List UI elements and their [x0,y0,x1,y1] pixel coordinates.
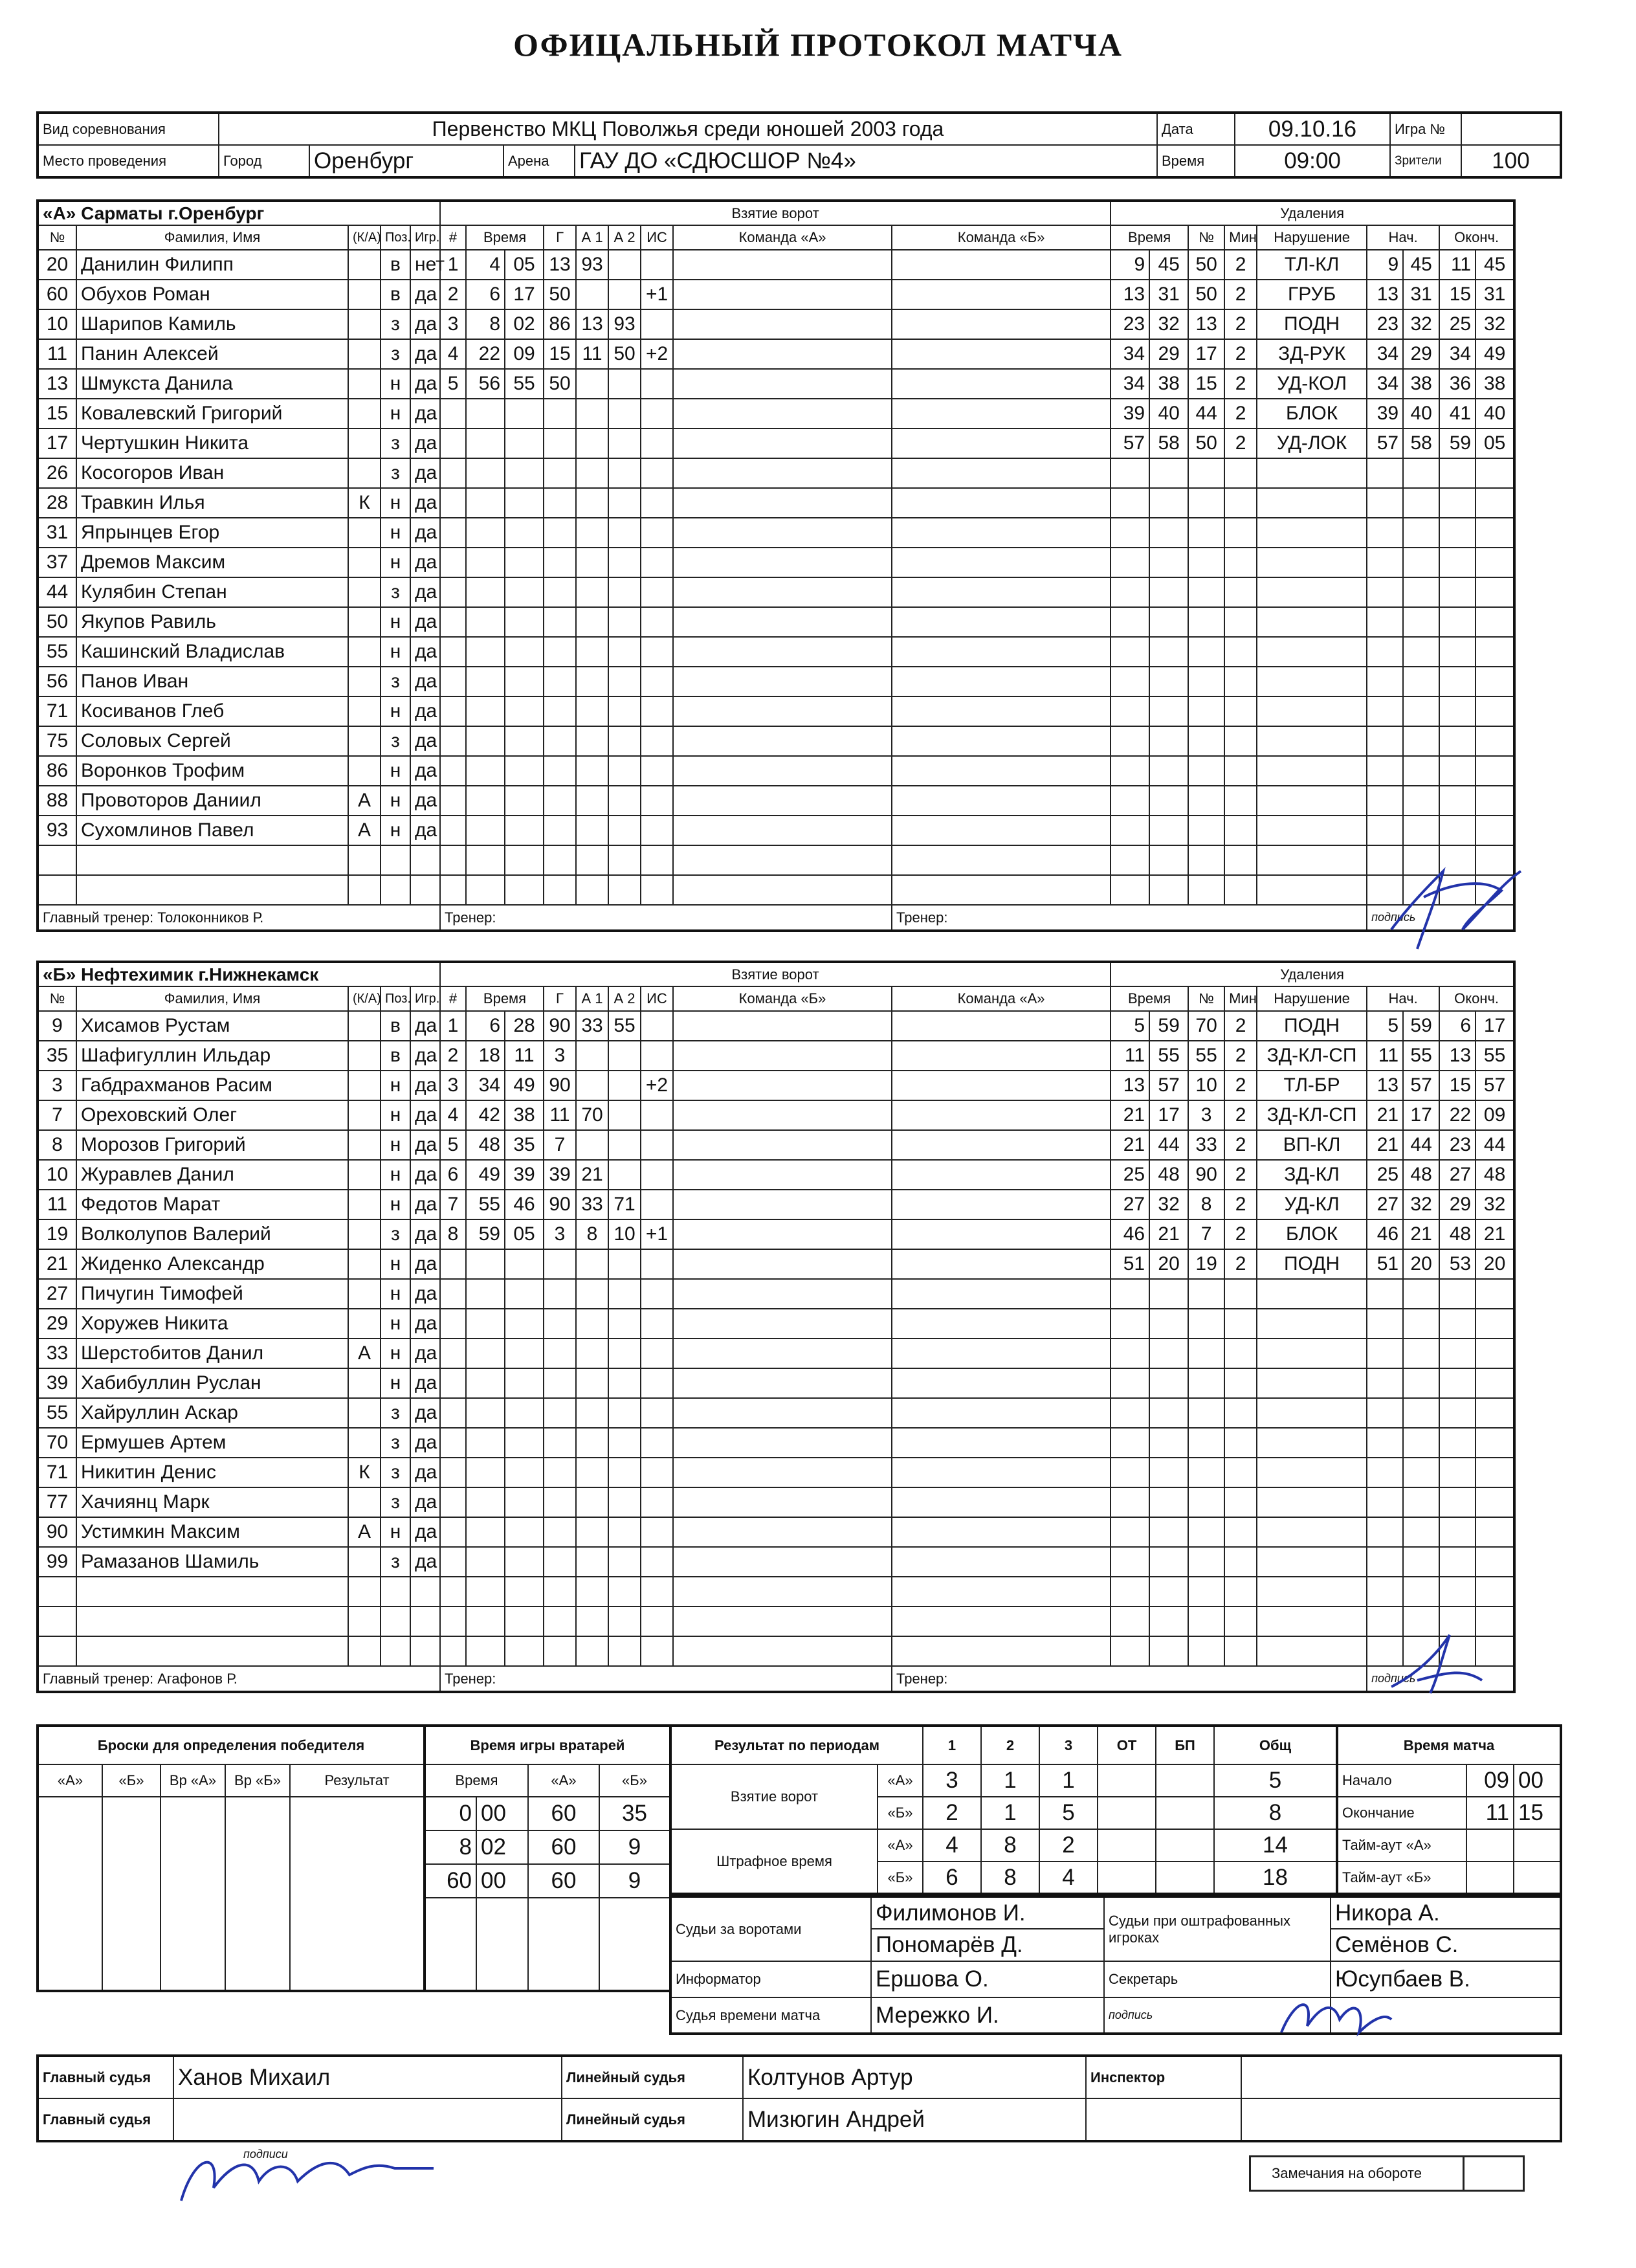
competition: Первенство МКЦ Поволжья среди юношей 2003 года [219,113,1157,145]
col-num: № [38,986,76,1011]
gk-title: Время игры вратарей [425,1726,670,1764]
player-row: 75 Соловых Сергей з да [38,726,1514,756]
player-row: 19 Волколупов Валерий з да 8 59 05 3 8 10 +1 46 21 7 2 БЛОК 46 21 48 21 [38,1219,1514,1249]
match-time-table: Время матча Начало 09 00 Окончание 11 15 Тайм-аут «А» Тайм-аут «Б» [1336,1724,1562,1895]
player-row: 26 Косогоров Иван з да [38,458,1514,488]
player-row: 88 Провоторов Даниил А н да [38,786,1514,816]
pim-label: Штрафное время [670,1829,878,1894]
col-play: Игр. [410,225,440,250]
gk-a-label: «А» [528,1764,599,1797]
player-row: 15 Ковалевский Григорий н да 39 40 44 2 БЛОК 39 40 41 40 [38,399,1514,428]
player-row: 27 Пичугин Тимофей н да [38,1279,1514,1309]
res-title: Результат по периодам [670,1726,923,1764]
col-is: ИС [641,986,673,1011]
p1-label: 1 [923,1726,981,1764]
player-row: 71 Косиванов Глеб н да [38,696,1514,726]
coach-label: Тренер: [440,1666,892,1692]
officials-table [669,1895,1562,2035]
pim-total-a: 14 [1214,1829,1337,1862]
timekeeper: Мережко И. [871,1997,1104,2034]
player-row: 9 Хисамов Рустам в да 1 6 28 90 33 55 5 59 70 2 ПОДН 5 59 6 17 [38,1011,1514,1041]
player-row: 33 Шерстобитов Данил А н да [38,1339,1514,1368]
col-pvio: Нарушение [1257,986,1367,1011]
gk-b-label: «Б» [599,1764,670,1797]
player-row: 50 Якупов Равиль н да [38,607,1514,637]
game-number [1461,113,1561,145]
bp-label: БП [1156,1726,1214,1764]
start-label: Начало [1337,1764,1466,1797]
linesman-1: Колтунов Артур [743,2056,1086,2098]
penalties-header: Удаления [1111,962,1514,986]
p3-label: 3 [1039,1726,1098,1764]
shootout-title: Броски для определения победителя [38,1726,425,1764]
gk-row: 60 00 60 9 [425,1864,670,1898]
col-pend: Оконч. [1439,225,1514,250]
date-label: Дата [1157,113,1235,145]
pa-team: «А» [878,1829,923,1862]
goals-total-b: 8 [1214,1797,1337,1829]
player-row: 55 Кашинский Владислав н да [38,637,1514,667]
gk-row: 0 00 60 35 [425,1797,670,1830]
player-row: 60 Обухов Роман в да 2 6 17 50 +1 13 31 50 2 ГРУБ 13 31 15 31 [38,280,1514,309]
col-g: Г [544,986,576,1011]
col-num: № [38,225,76,250]
spectators-label: Зрители [1390,145,1461,177]
p2-label: 2 [981,1726,1039,1764]
signature-referee [162,2129,453,2220]
goal-judges-label: Судьи за воротами [670,1896,871,1961]
head-coach-label: Главный тренер: [43,1670,154,1687]
player-row: 17 Чертушкин Никита з да 57 58 50 2 УД-ЛОК 57 58 59 05 [38,428,1514,458]
col-play: Игр. [410,986,440,1011]
venue-label: Место проведения [38,145,219,177]
head-coach: Агафонов Р. [157,1670,238,1687]
player-row: 21 Жиденко Александр н да 51 20 19 2 ПОДН 51 20 53 20 [38,1249,1514,1279]
player-row: 20 Данилин Филипп в нет 1 4 05 13 93 9 45 50 2 ТЛ-КЛ 9 45 11 45 [38,250,1514,280]
team-b-section [36,961,1516,1693]
secretary-label: Секретарь [1104,1961,1331,1997]
col-gtime: Время [466,225,544,250]
col-pnum: № [1188,986,1224,1011]
col-g: Г [544,225,576,250]
col-name: Фамилия, Имя [76,225,348,250]
gk-row: 8 02 60 9 [425,1830,670,1864]
penalties-header: Удаления [1111,201,1514,225]
goals-label: Взятие ворот [670,1764,878,1829]
linesman-2: Мизюгин Андрей [743,2098,1086,2141]
inspector-label: Инспектор [1086,2056,1241,2098]
refs-sign-label: подписи [243,2148,288,2161]
col-gnum: # [440,225,466,250]
so-b: «Б» [102,1764,160,1797]
player-row: 86 Воронков Трофим н да [38,756,1514,786]
informer-label: Информатор [670,1961,871,1997]
player-row: 10 Шарипов Камиль з да 3 8 02 86 13 93 23 32 13 2 ПОДН 23 32 25 32 [38,309,1514,339]
player-row: 11 Федотов Марат н да 7 55 46 90 33 71 27 32 8 2 УД-КЛ 27 32 29 32 [38,1190,1514,1219]
head-coach-label: Главный тренер: [43,909,154,926]
team-title: «А» Сарматы г.Оренбург [38,201,440,225]
main-ref-1: Ханов Михаил [173,2056,562,2098]
player-row: 90 Устимкин Максим А н да [38,1517,1514,1547]
col-pmin: Мин [1224,986,1257,1011]
player-row: 71 Никитин Денис К з да [38,1458,1514,1487]
player-row: 99 Рамазанов Шамиль з да [38,1547,1514,1577]
col-pstart: Нач. [1367,986,1439,1011]
informer: Ершова О. [871,1961,1104,1997]
period-results-table: Результат по периодам 1 2 3 ОТ БП Общ Взятие ворот «А» 3 1 1 5 «Б» 2 1 5 8 Штрафное время «А» 4 8 2 14 «Б» 6 8 4 18 [669,1724,1338,1895]
gk-time-label: Время [425,1764,528,1797]
arena-label: Арена [503,145,575,177]
team-title: «Б» Нефтехимик г.Нижнекамск [38,962,440,986]
spectators: 100 [1461,145,1561,177]
shootout-table [36,1724,426,1992]
timeout-b-label: Тайм-аут «Б» [1337,1862,1466,1894]
col-ptime: Время [1111,986,1188,1011]
col-a1: А 1 [576,986,608,1011]
signature-team-b [1378,1629,1508,1706]
col-pos: Поз. [381,986,410,1011]
date: 09.10.16 [1235,113,1390,145]
goals-total-a: 5 [1214,1764,1337,1797]
pb-team: «Б» [878,1862,923,1894]
player-row [38,875,1514,905]
coach-label: Тренер: [440,905,892,931]
player-row [38,1636,1514,1666]
col-pend: Оконч. [1439,986,1514,1011]
comp-label: Вид соревнования [38,113,219,145]
player-row [38,1577,1514,1606]
linesman-2-label: Линейный судья [562,2098,743,2141]
player-row: 13 Шмукста Данила н да 5 56 55 50 34 38 15 2 УД-КОЛ 34 38 36 38 [38,369,1514,399]
col-pvio: Нарушение [1257,225,1367,250]
sign-label: подпись [1367,905,1514,931]
total-label: Общ [1214,1726,1337,1764]
sign-label: подпись [1367,1666,1514,1692]
so-a: «А» [38,1764,102,1797]
pim-total-b: 18 [1214,1862,1337,1894]
col-team-2: Команда «Б» [892,225,1111,250]
goal-judge-2: Пономарёв Д. [871,1929,1104,1961]
col-team-2: Команда «А» [892,986,1111,1011]
goalie-time-table [423,1724,672,1992]
col-team-1: Команда «Б» [673,986,892,1011]
arena: ГАУ ДО «СДЮСШОР №4» [575,145,1157,177]
player-row [38,1606,1514,1636]
so-vra: Вр «А» [160,1764,225,1797]
player-row: 37 Дремов Максим н да [38,548,1514,577]
col-pstart: Нач. [1367,225,1439,250]
player-row: 31 Япрынцев Егор н да [38,518,1514,548]
player-row: 11 Панин Алексей з да 4 22 09 15 11 50 +2 34 29 17 2 ЗД-РУК 34 29 34 49 [38,339,1514,369]
sign-label: подпись [1104,1997,1331,2034]
main-ref-1-label: Главный судья [38,2056,173,2098]
player-row: 10 Журавлев Данил н да 6 49 39 39 21 25 48 90 2 ЗД-КЛ 25 48 27 48 [38,1160,1514,1190]
linesman-1-label: Линейный судья [562,2056,743,2098]
city: Оренбург [309,145,503,177]
team-a-section [36,199,1516,932]
col-a2: А 2 [608,225,641,250]
penalty-judges-label: Судьи при оштрафованных игроках [1104,1896,1331,1961]
timeout-a-label: Тайм-аут «А» [1337,1829,1466,1862]
player-row: 28 Травкин Илья К н да [38,488,1514,518]
penalty-judge-1: Никора А. [1331,1896,1561,1929]
col-name: Фамилия, Имя [76,986,348,1011]
goals-header: Взятие ворот [440,201,1111,225]
col-a1: А 1 [576,225,608,250]
team-a-table [36,199,1516,932]
city-label: Город [219,145,309,177]
penalty-judge-2: Семёнов С. [1331,1929,1561,1961]
head-coach: Толоконников Р. [157,909,264,926]
player-row: 70 Ермушев Артем з да [38,1428,1514,1458]
signature-secretary [1268,1981,1398,2052]
col-pnum: № [1188,225,1224,250]
time: 09:00 [1235,145,1390,177]
goals-header: Взятие ворот [440,962,1111,986]
col-ka: (К/А) [348,225,381,250]
end-label: Окончание [1337,1797,1466,1829]
mt-title: Время матча [1337,1726,1561,1764]
so-result: Результат [290,1764,425,1797]
secretary: Юсупбаев В. [1331,1961,1561,1997]
player-row: 39 Хабибуллин Руслан н да [38,1368,1514,1398]
so-vrb: Вр «Б» [225,1764,290,1797]
col-is: ИС [641,225,673,250]
col-pos: Поз. [381,225,410,250]
header-table [36,111,1562,179]
remarks-box [1249,2155,1525,2192]
team-b-table [36,961,1516,1693]
col-a2: А 2 [608,986,641,1011]
gb-team: «Б» [878,1797,923,1829]
player-row: 7 Ореховский Олег н да 4 42 38 11 70 21 17 3 2 ЗД-КЛ-СП 21 17 22 09 [38,1100,1514,1130]
player-row: 93 Сухомлинов Павел А н да [38,816,1514,845]
main-ref-2-label: Главный судья [38,2098,173,2141]
remarks-label: Замечания на обороте [1272,2165,1422,2181]
player-row: 55 Хайруллин Аскар з да [38,1398,1514,1428]
col-gnum: # [440,986,466,1011]
signature-team-a [1372,858,1540,962]
coach-label-2: Тренер: [892,905,1367,931]
col-gtime: Время [466,986,544,1011]
player-row: 29 Хоружев Никита н да [38,1309,1514,1339]
player-row [38,845,1514,875]
ot-label: ОТ [1098,1726,1156,1764]
col-ptime: Время [1111,225,1188,250]
player-row: 77 Хачиянц Марк з да [38,1487,1514,1517]
time-label: Время [1157,145,1235,177]
player-row: 3 Габдрахманов Расим н да 3 34 49 90 +2 13 57 10 2 ТЛ-БР 13 57 15 57 [38,1071,1514,1100]
player-row: 8 Морозов Григорий н да 5 48 35 7 21 44 33 2 ВП-КЛ 21 44 23 44 [38,1130,1514,1160]
col-ka: (К/А) [348,986,381,1011]
col-team-1: Команда «А» [673,225,892,250]
player-row: 44 Кулябин Степан з да [38,577,1514,607]
goal-judge-1: Филимонов И. [871,1896,1104,1929]
game-label: Игра № [1390,113,1461,145]
timekeeper-label: Судья времени матча [670,1997,871,2034]
coach-label-2: Тренер: [892,1666,1367,1692]
ga-team: «А» [878,1764,923,1797]
player-row: 35 Шафигуллин Ильдар в да 2 18 11 3 11 55 55 2 ЗД-КЛ-СП 11 55 13 55 [38,1041,1514,1071]
player-row: 56 Панов Иван з да [38,667,1514,696]
page-title: ОФИЦАЛЬНЫЙ ПРОТОКОЛ МАТЧА [513,27,1123,63]
col-pmin: Мин [1224,225,1257,250]
